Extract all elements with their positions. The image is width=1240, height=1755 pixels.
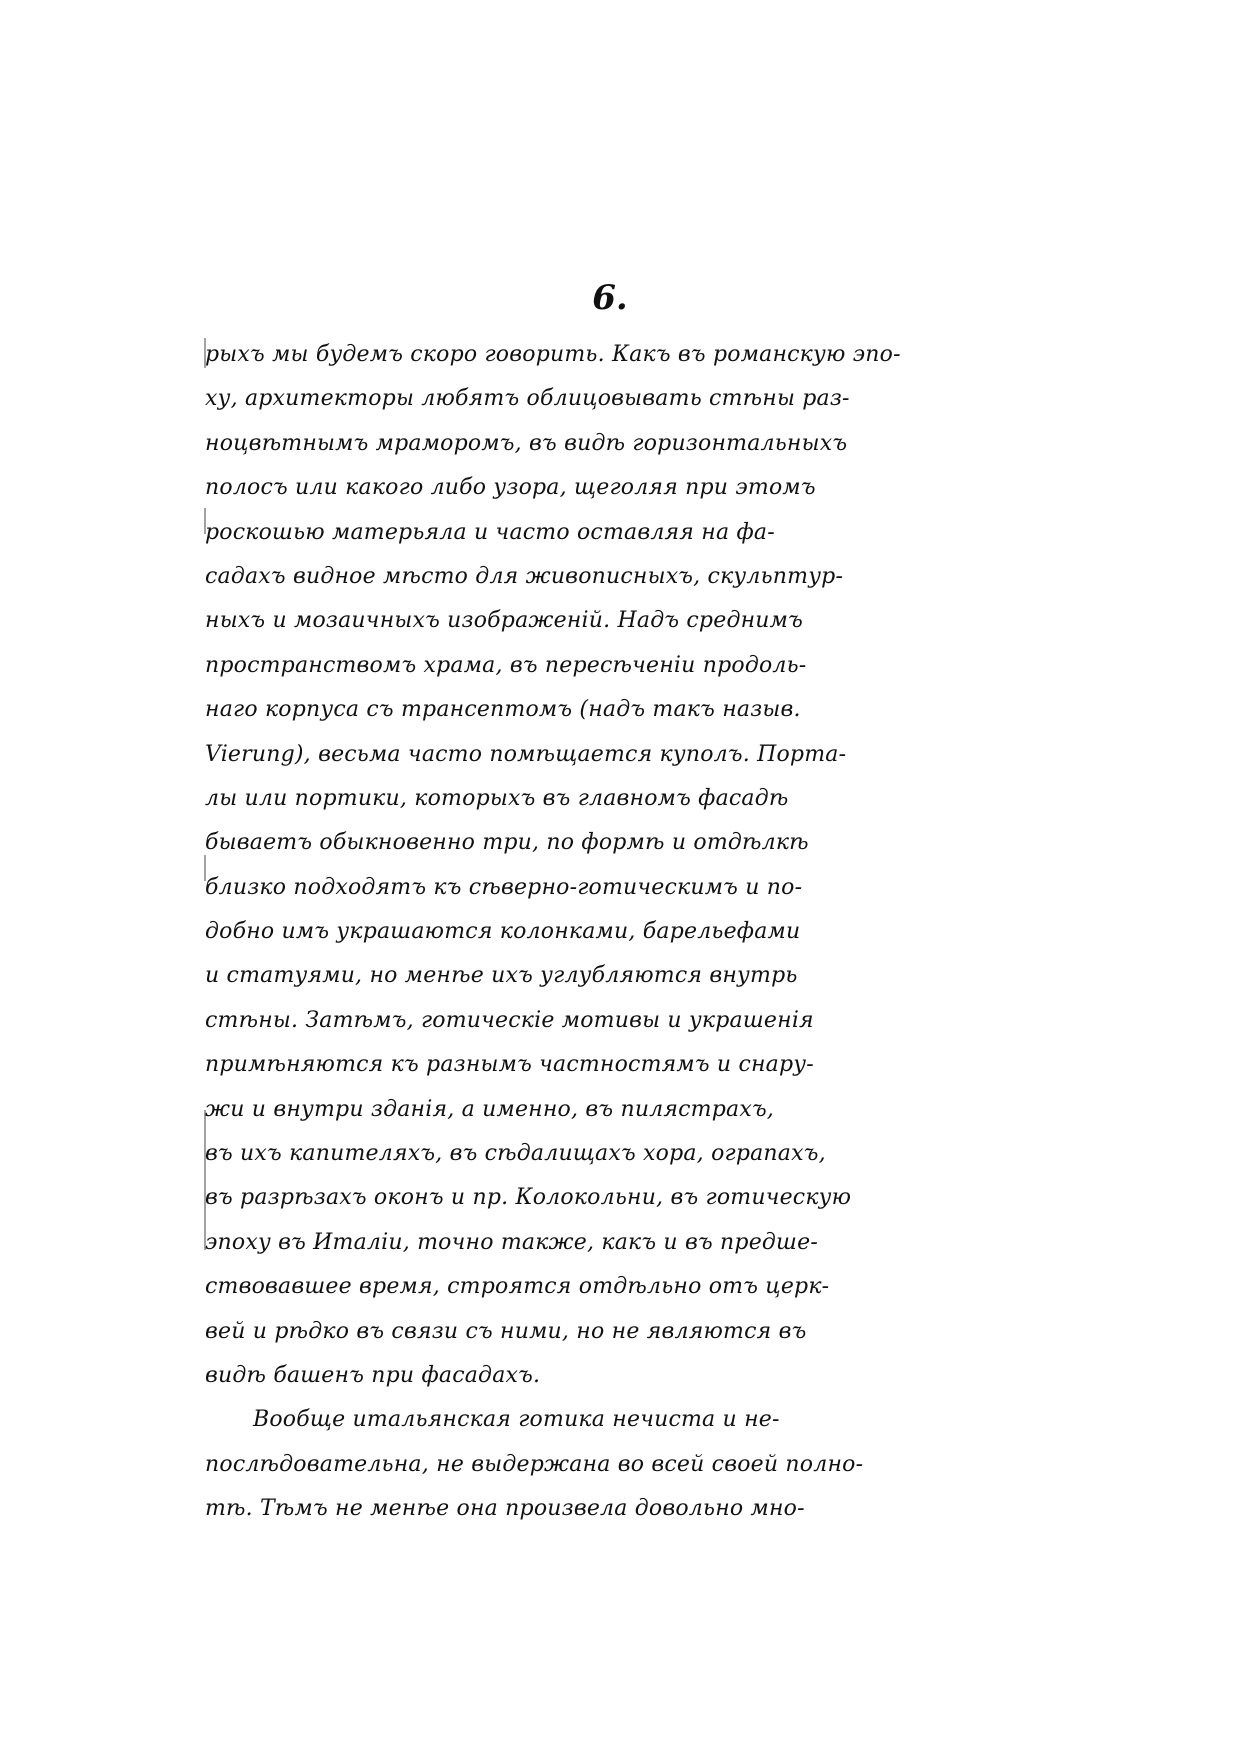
text-line: и статуями, но менѣе ихъ углубляются внутрь xyxy=(205,963,798,989)
text-line: видѣ башенъ при фасадахъ. xyxy=(205,1362,541,1388)
handwritten-body-text xyxy=(205,333,1055,1532)
text-line: Vierung), весьма часто помѣщается куполъ. Порта- xyxy=(205,741,847,767)
text-line: садахъ видное мѣсто для живописныхъ, скульптур- xyxy=(205,563,844,589)
text-line: въ ихъ капителяхъ, въ сѣдалищахъ хора, ограпахъ, xyxy=(205,1141,826,1167)
page-number: 6. xyxy=(592,278,628,318)
text-line: ху, архитекторы любятъ облицовывать стѣны раз- xyxy=(205,386,850,412)
text-line: добно имъ украшаются колонками, барельефами xyxy=(205,919,801,945)
text-line: ствовавшее время, строятся отдѣльно отъ церк- xyxy=(205,1274,830,1300)
text-line: близко подходятъ къ сѣверно-готическимъ и по- xyxy=(205,874,803,900)
text-line: стѣны. Затѣмъ, готическіе мотивы и украшенія xyxy=(205,1007,814,1033)
text-line: наго корпуса съ трансептомъ (надъ такъ назыв. xyxy=(205,697,801,723)
text-line: примѣняются къ разнымъ частностямъ и снару- xyxy=(205,1052,814,1078)
text-line: пространствомъ храма, въ пересѣченіи продоль- xyxy=(205,652,807,678)
text-line: роскошью матерьяла и часто оставляя на фа- xyxy=(205,519,775,545)
text-line: полосъ или какого либо узора, щеголяя при этомъ xyxy=(205,475,816,501)
text-line: бываетъ обыкновенно три, по формѣ и отдѣлкѣ xyxy=(205,830,809,856)
paragraph-first-line: Вообще итальянская готика нечиста и не- xyxy=(253,1407,780,1433)
text-line: лы или портики, которыхъ въ главномъ фасадѣ xyxy=(205,785,789,811)
text-line: эпоху въ Италіи, точно также, какъ и въ предше- xyxy=(205,1229,818,1255)
text-line: въ разрѣзахъ оконъ и пр. Колокольни, въ готическую xyxy=(205,1185,852,1211)
text-line: послѣдовательна, не выдержана во всей своей полно- xyxy=(205,1451,864,1477)
text-line: жи и внутри зданія, а именно, въ пилястрахъ, xyxy=(205,1096,775,1122)
text-line: тѣ. Тѣмъ не менѣе она произвела довольно мно- xyxy=(205,1496,805,1522)
text-line: ныхъ и мозаичныхъ изображеній. Надъ среднимъ xyxy=(205,608,803,634)
text-line: ноцвѣтнымъ мраморомъ, въ видѣ горизонтальныхъ xyxy=(205,430,848,456)
text-line: вей и рѣдко въ связи съ ними, но не являются въ xyxy=(205,1318,807,1344)
text-line: рыхъ мы будемъ скоро говорить. Какъ въ романскую эпо- xyxy=(205,342,901,367)
